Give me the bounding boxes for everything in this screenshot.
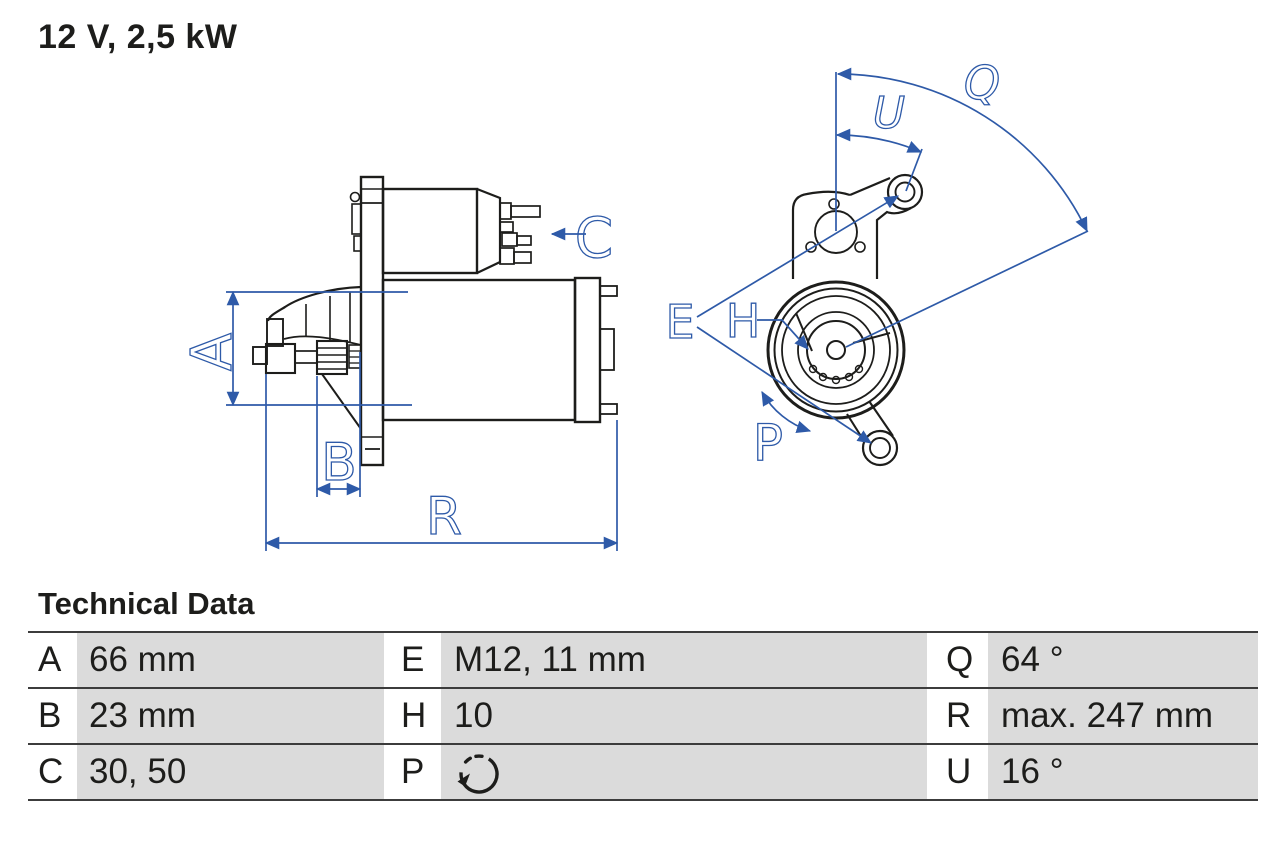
table-key: B [28, 689, 77, 743]
table-value: 23 mm [77, 689, 384, 743]
dim-label-q: Q [963, 56, 1001, 110]
table-value: M12, 11 mm [441, 633, 927, 687]
side-view-dimensions [180, 206, 617, 551]
table-key: A [28, 633, 77, 687]
table-row [28, 745, 1258, 801]
dim-label-p: P [752, 414, 784, 472]
table-value: 16 ° [988, 745, 1258, 799]
rotation-direction-icon [456, 750, 502, 794]
dim-label-e: E [665, 295, 695, 349]
table-key: Q [927, 633, 988, 687]
side-view-drawing [253, 177, 617, 465]
dim-label-r: R [425, 487, 463, 547]
technical-data-table [28, 631, 1258, 801]
dim-label-h: H [725, 294, 761, 348]
technical-data-heading: Technical Data [38, 586, 255, 621]
table-value: max. 247 mm [988, 689, 1258, 743]
dim-label-a: A [180, 332, 245, 372]
table-key: C [28, 745, 77, 799]
table-value: 30, 50 [77, 745, 384, 799]
table-value: 10 [441, 689, 927, 743]
dim-label-c: C [574, 206, 614, 270]
table-key: H [384, 689, 441, 743]
table-value [441, 745, 927, 799]
table-value: 64 ° [988, 633, 1258, 687]
table-row [28, 689, 1258, 745]
page-title: 12 V, 2,5 kW [38, 18, 238, 56]
table-key: E [384, 633, 441, 687]
dim-label-b: B [321, 433, 357, 493]
table-row [28, 633, 1258, 689]
table-key: U [927, 745, 988, 799]
table-key: R [927, 689, 988, 743]
table-value: 66 mm [77, 633, 384, 687]
dim-label-u: U [872, 88, 906, 139]
table-key: P [384, 745, 441, 799]
